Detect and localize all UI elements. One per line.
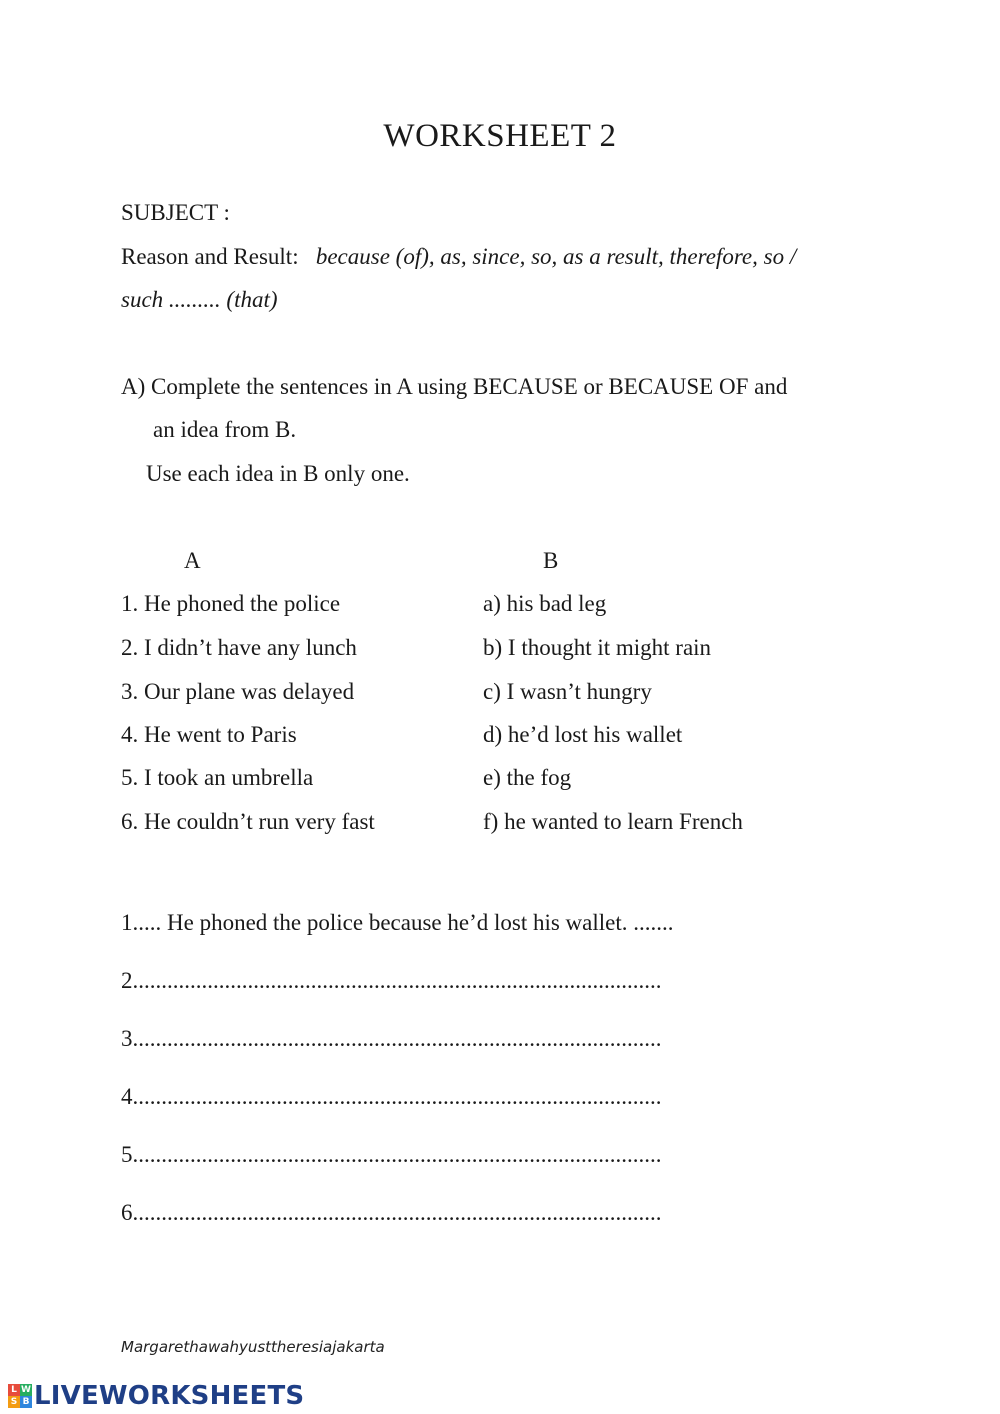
logo-letter: B (20, 1396, 32, 1408)
column-b-item: c) I wasn’t hungry (483, 679, 652, 704)
answer-line-5[interactable]: 5............................................................................................ (121, 1142, 662, 1167)
reason-line (121, 242, 796, 272)
answer-line-6[interactable]: 6............................................................................................ (121, 1200, 662, 1225)
logo-letter: L (8, 1384, 20, 1396)
answer-line-1[interactable]: 1..... He phoned the police because he’d lost his wallet. ....... (121, 910, 674, 935)
answer-line-2[interactable]: 2............................................................................................ (121, 968, 662, 993)
author-credit: Margarethawahyusttheresiajakarta (121, 1338, 385, 1356)
logo-letter: W (21, 1385, 31, 1395)
subject-label: SUBJECT : (121, 200, 230, 225)
column-b-item: d) he’d lost his wallet (483, 722, 683, 747)
column-a-item: 4. He went to Paris (121, 722, 297, 747)
column-a-item: 5. I took an umbrella (121, 765, 314, 790)
answer-line-3[interactable]: 3............................................................................................ (121, 1026, 662, 1051)
column-b-item: a) his bad leg (483, 591, 607, 616)
reason-words: because (of), as, since, so, as a result, therefore, so / (315, 244, 797, 269)
column-b-item: e) the fog (483, 765, 572, 790)
liveworksheets-logo-icon (8, 1384, 32, 1408)
reason-words-cont: such ......... (that) (121, 287, 278, 312)
column-a-item: 6. He couldn’t run very fast (121, 809, 375, 834)
liveworksheets-logo[interactable] (8, 1378, 304, 1414)
column-a-header: A (184, 548, 201, 573)
column-b-item: b) I thought it might rain (483, 635, 712, 660)
logo-letter: S (8, 1396, 20, 1408)
column-b-header: B (543, 548, 559, 573)
instruction-line-2: an idea from B. (153, 417, 297, 442)
page-title: WORKSHEET 2 (383, 118, 617, 154)
instruction-line-3: Use each idea in B only one. (146, 461, 410, 486)
brand-name: LIVEWORKSHEETS (34, 1381, 305, 1411)
column-a-item: 3. Our plane was delayed (121, 679, 355, 704)
instruction-line-1: A) Complete the sentences in A using BECAUSE or BECAUSE OF and (121, 374, 788, 399)
column-b-item: f) he wanted to learn French (483, 809, 743, 834)
column-a-item: 1. He phoned the police (121, 591, 341, 616)
reason-label: Reason and Result: (121, 244, 299, 269)
column-a-item: 2. I didn’t have any lunch (121, 635, 357, 660)
answer-line-4[interactable]: 4............................................................................................ (121, 1084, 662, 1109)
